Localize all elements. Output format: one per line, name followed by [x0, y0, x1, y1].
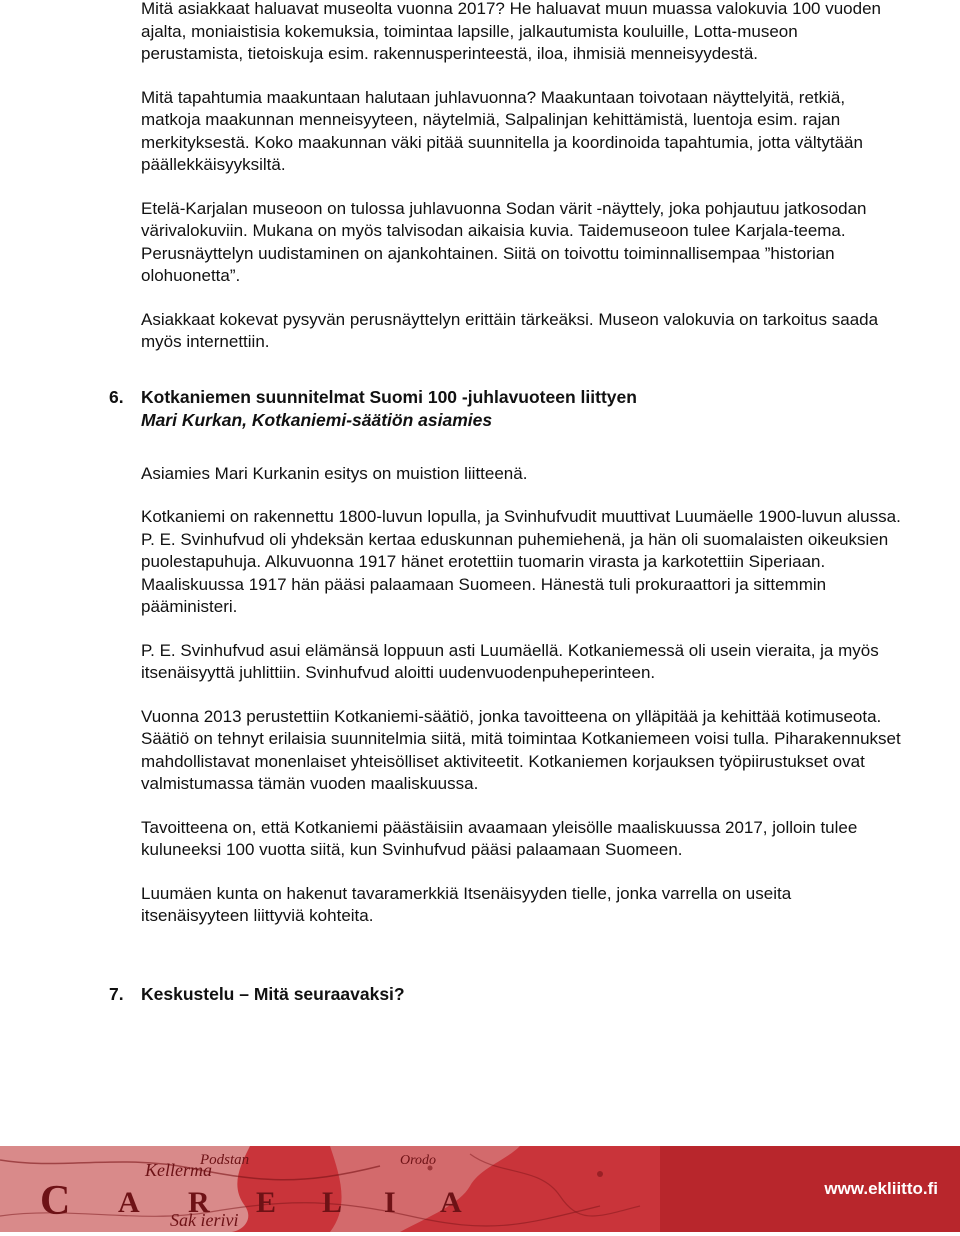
map-word: Podstan [200, 1152, 250, 1168]
carelia-letter: A [118, 1186, 140, 1219]
map-word: Sak ierivi [170, 1210, 239, 1230]
website-link[interactable]: www.ekliitto.fi [824, 1179, 938, 1198]
carelia-letter: L [322, 1186, 343, 1219]
section-6-paragraph: Tavoitteena on, että Kotkaniemi päästäisiin avaamaan yleisölle maaliskuussa 2017, jolloin tulee kuluneeksi 100 vuotta siitä, kun Svinhufvud pääsi palaamaan Suomeen. [141, 817, 858, 859]
section-7-heading [109, 983, 901, 1006]
carelia-letter: E [256, 1186, 277, 1219]
section-7 [109, 983, 901, 1006]
intro-paragraph-4: Asiakkaat kokevat pysyvän perusnäyttelyn erittäin tärkeäksi. Museon valokuvia on tarkoitus saada myös internettiin. [141, 309, 879, 351]
section-6-title: Kotkaniemen suunnitelmat Suomi 100 -juhlavuoteen liittyen [141, 386, 637, 407]
intro-paragraph-3: Etelä-Karjalan museoon on tulossa juhlavuonna Sodan värit -näyttely, joka pohjautuu jatkosodan värivalokuviin. Mukana on myös talvisodan aikaisia kuvia. Taidemuseoon tulee Karjala-teema. Perusnäyttelyn uudistaminen on ajankohtainen. Siitä on toivottu toiminnallisempaa ”historian olohuonetta”. [141, 198, 867, 285]
karelia-map-illustration [0, 1146, 960, 1232]
section-7-number: 7. [109, 983, 124, 1004]
intro-paragraph-2: Mitä tapahtumia maakuntaan halutaan juhlavuonna? Maakuntaan toivotaan näyttelyitä, retkiä, matkoja maakunnan menneisyyteen, näytelmiä, Salpalinjan kehittämistä, luentoja esim. rajan merkityksestä. Koko maakunnan väki pitää suunnitella ja koordinoida tapahtumia, jotta vältytään päällekkäisyyksiltä. [141, 87, 863, 174]
footer-banner [0, 1146, 960, 1232]
intro-paragraph-1: Mitä asiakkaat haluavat museolta vuonna 2017? He haluavat muun muassa valokuvia 100 vuoden ajalta, moniaistisia kokemuksia, toimintaa lapsille, jalkautumista kouluille, Lotta-museon perustamista, tietoiskuja esim. rakennusperinteestä, iloa, ihmisiä menneisyydestä. [141, 0, 881, 63]
section-6-subtitle: Mari Kurkan, Kotkaniemi-säätiön asiamies [141, 409, 493, 430]
section-6 [109, 386, 901, 928]
carelia-letter: A [440, 1186, 462, 1219]
section-7-title: Keskustelu – Mitä seuraavaksi? [141, 983, 405, 1004]
carelia-letter: R [188, 1186, 210, 1219]
carelia-letter: I [384, 1186, 396, 1219]
map-word: Kellerma [145, 1160, 212, 1180]
section-6-paragraph: Luumäen kunta on hakenut tavaramerkkiä Itsenäisyyden tielle, jonka varrella on useita itsenäisyyteen liittyviä kohteita. [141, 883, 792, 925]
section-6-number: 6. [109, 386, 124, 407]
document-body [109, 0, 901, 1006]
section-6-paragraph: P. E. Svinhufvud asui elämänsä loppuun asti Luumäellä. Kotkaniemessä oli usein vieraita, ja myös itsenäisyyttä juhlittiin. Svinhufvud aloitti uudenvuodenpuheperinteen. [141, 640, 879, 682]
section-6-body [141, 463, 901, 928]
map-word: Orodo [400, 1153, 437, 1168]
carelia-letter: C [40, 1178, 71, 1224]
section-6-paragraph: Asiamies Mari Kurkanin esitys on muistion liitteenä. [141, 463, 528, 483]
section-6-paragraph: Vuonna 2013 perustettiin Kotkaniemi-säätiö, jonka tavoitteena on ylläpitää ja kehittää kotimuseota. Säätiö on tehnyt erilaisia suunnitelmia siitä, mitä toimintaa Kotkaniemeen voisi tulla. Piharakennukset mahdollistavat monenlaiset yhteisölliset aktiviteetit. Kotkaniemen korjauksen työpiirustukset ovat valmistumassa tämän vuoden maaliskuussa. [141, 706, 901, 793]
section-6-paragraph: Kotkaniemi on rakennettu 1800-luvun lopulla, ja Svinhufvudit muuttivat Luumäelle 1900-luvun alussa. P. E. Svinhufvud oli yhdeksän kertaa eduskunnan puhemiehenä, ja hän oli suomalaisten oikeuksien puolestapuhuja. Alkuvuonna 1917 hänet erotettiin tuomarin virasta ja karkotettiin Siperiaan. Maaliskuussa 1917 hän pääsi palaamaan Suomeen. Hänestä tuli prokuraattori ja sittemmin pääministeri. [141, 507, 901, 616]
section-6-heading [109, 386, 901, 409]
map-town-marker [597, 1171, 603, 1177]
